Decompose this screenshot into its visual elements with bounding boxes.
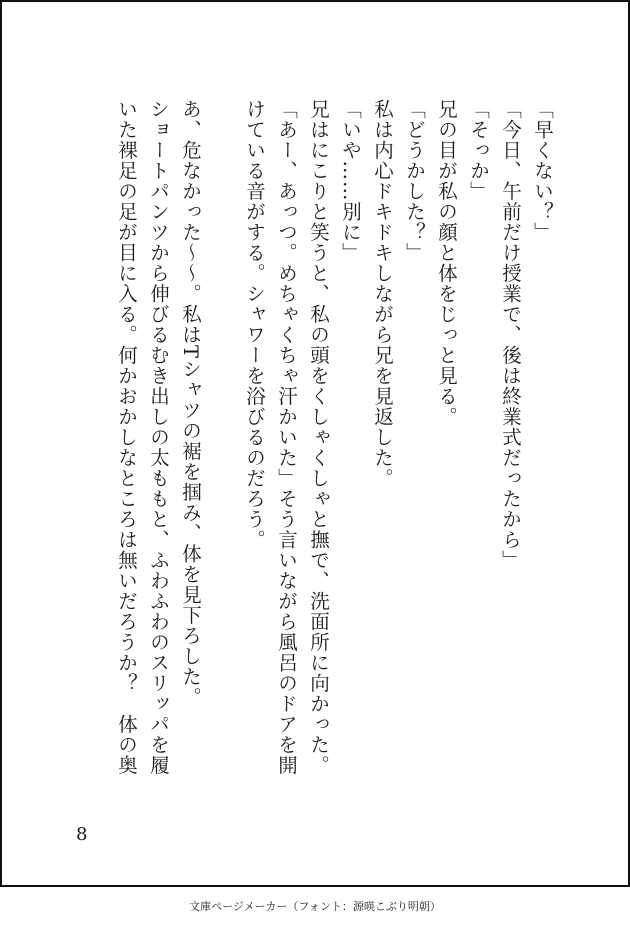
text-line: 「早くない？」 [531,99,554,243]
text-line: 「そっか」 [467,99,490,202]
text-line: あ、危なかった～～。私はTシャツの裾を掴み、体を見下ろした。 [179,99,202,708]
page-number: 8 [76,824,88,845]
footer-credit: 文庫ページメーカー（フォント：源暎こぶり明朝） [189,900,441,913]
text-line: ショートパンツから伸びるむき出しの太ももと、ふわふわのスリッパを履 [147,99,170,776]
text-line: 「今日、午前だけ授業で、後は終業式だったから」 [499,99,522,571]
text-line: 「あー、あっつ。めちゃくちゃ汗かいた」そう言いながら風呂のドアを開 [275,99,298,776]
vertical-text-body [0,99,628,799]
text-line: 兄の目が私の顔と体をじっと見る。 [435,99,458,427]
text-line: いた裸足の足が目に入る。何かおかしなところは無いだろうか？ 体の奥 [115,99,138,776]
text-line: 「どうかした？」 [403,99,426,263]
text-line: けている音がする。シャワーを浴びるのだろう。 [243,99,266,550]
text-line: 私は内心ドキドキしながら兄を見返した。 [371,99,394,489]
text-line: 「いや……別に」 [339,99,362,263]
text-line: 兄はにこりと笑うと、私の頭をくしゃくしゃと撫で、洗面所に向かった。 [307,99,330,776]
blank-line [206,99,238,799]
